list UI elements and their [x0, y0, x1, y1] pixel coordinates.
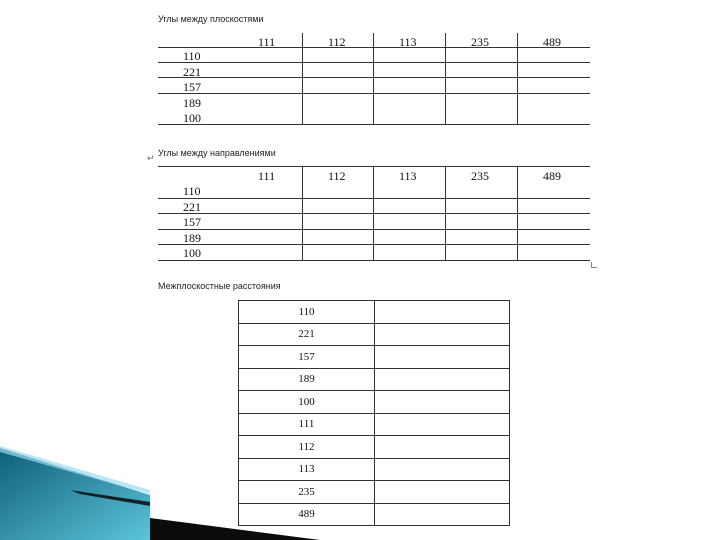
- table3-value-cell: [375, 346, 510, 369]
- table2-rule: [158, 229, 590, 230]
- table2-bottom-rule: [158, 260, 590, 261]
- paragraph-mark-icon: ↵: [147, 154, 155, 164]
- table-row: [239, 346, 510, 369]
- table1-col-header: 489: [543, 35, 561, 49]
- table1-row-label: 100: [183, 111, 201, 125]
- table-row: [239, 368, 510, 391]
- table1-header-rule: [158, 47, 590, 48]
- table2-row-label: 221: [183, 200, 201, 214]
- table2-col-header: 112: [328, 169, 346, 183]
- table3-row-label: 112: [239, 436, 375, 459]
- table1-col-divider: [302, 33, 303, 124]
- text-boundary-mark: [591, 262, 597, 268]
- table2-title: Углы между направлениями: [158, 148, 276, 158]
- table2-rule: [158, 198, 590, 199]
- table3-value-cell: [375, 413, 510, 436]
- table1-row-label: 157: [183, 80, 201, 94]
- table1-row-label: 189: [183, 96, 201, 110]
- table-row: [239, 413, 510, 436]
- table2-col-header: 113: [399, 169, 417, 183]
- table2-col-header: 235: [471, 169, 489, 183]
- table-row: [239, 391, 510, 414]
- table1-col-divider: [373, 33, 374, 124]
- table1-row-label: 110: [183, 49, 201, 63]
- table2-col-divider: [517, 166, 518, 260]
- table3-value-cell: [375, 323, 510, 346]
- table2-rule: [158, 213, 590, 214]
- table2-row-label: 100: [183, 246, 201, 260]
- table3-row-label: 110: [239, 301, 375, 324]
- table2-top-rule: [158, 166, 590, 167]
- teal-wedge-shape: [0, 448, 150, 540]
- table3-row-label: 235: [239, 481, 375, 504]
- table3-row-label: 113: [239, 458, 375, 481]
- table2-row-label: 189: [183, 231, 201, 245]
- table2-col-divider: [445, 166, 446, 260]
- table2-col-header: 111: [258, 169, 276, 183]
- table1-col-header: 112: [328, 35, 346, 49]
- table3-value-cell: [375, 368, 510, 391]
- table3-row-label: 189: [239, 368, 375, 391]
- table2-rule: [158, 244, 590, 245]
- table3-value-cell: [375, 391, 510, 414]
- black-wedge-shape: [150, 518, 320, 540]
- table2-col-divider: [373, 166, 374, 260]
- table1-col-divider: [517, 33, 518, 124]
- table1-title: Углы между плоскостями: [158, 14, 264, 24]
- table1-col-header: 235: [471, 35, 489, 49]
- table2-col-divider: [302, 166, 303, 260]
- table1-bottom-rule: [158, 124, 590, 125]
- table2-row-label: 157: [183, 215, 201, 229]
- table3-row-label: 157: [239, 346, 375, 369]
- table1-row-label: 221: [183, 65, 201, 79]
- table-row: [239, 323, 510, 346]
- table1-rule: [158, 62, 590, 63]
- table1-col-divider: [445, 33, 446, 124]
- table2-row-label: 110: [183, 184, 201, 198]
- table1-col-header: 113: [399, 35, 417, 49]
- table1-rule: [158, 77, 590, 78]
- table-row: [239, 301, 510, 324]
- slide-corner-decoration: [0, 440, 720, 540]
- table3-row-label: 221: [239, 323, 375, 346]
- table3-row-label: 100: [239, 391, 375, 414]
- table1-col-header: 111: [258, 35, 276, 49]
- table3-title: Межплоскостные расстояния: [158, 281, 281, 291]
- table2-col-header: 489: [543, 169, 561, 183]
- table3-row-label: 111: [239, 413, 375, 436]
- table3-value-cell: [375, 301, 510, 324]
- table3-row-label: 489: [239, 503, 375, 526]
- table1-rule: [158, 93, 590, 94]
